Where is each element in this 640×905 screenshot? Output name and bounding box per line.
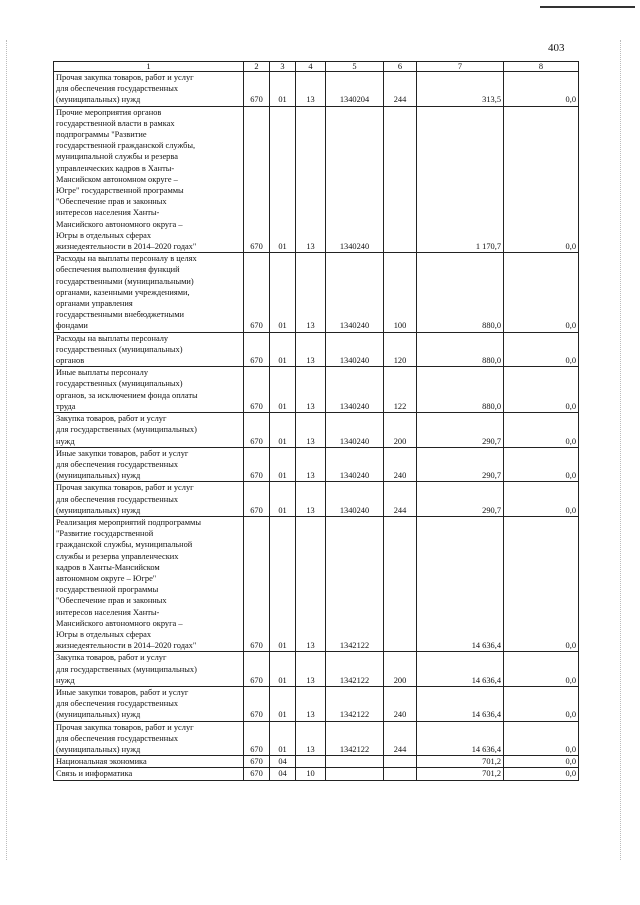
- code-cell: 670: [244, 413, 270, 448]
- target-item-cell: 1340240: [326, 447, 384, 482]
- amount-cell: 14 636,4: [417, 652, 504, 687]
- target-item-cell: 1340240: [326, 367, 384, 413]
- target-item-cell: 1342122: [326, 686, 384, 721]
- expense-type-cell: 100: [384, 253, 417, 332]
- code-cell: 670: [244, 72, 270, 107]
- subsection-cell: 13: [296, 253, 326, 332]
- expense-type-cell: [384, 106, 417, 253]
- amount-cell: 880,0: [417, 332, 504, 367]
- target-item-cell: 1340240: [326, 482, 384, 517]
- table-row: [54, 756, 579, 768]
- code-cell: 670: [244, 332, 270, 367]
- expense-type-cell: 244: [384, 72, 417, 107]
- amount-2-cell: 0,0: [504, 106, 579, 253]
- code-cell: 670: [244, 756, 270, 768]
- row-name-cell: Прочая закупка товаров, работ и услуг для обеспечения государственных (муниципальных) нужд: [54, 721, 244, 756]
- table-row: [54, 332, 579, 367]
- subsection-cell: 10: [296, 768, 326, 780]
- row-name-cell: Национальная экономика: [54, 756, 244, 768]
- amount-cell: 290,7: [417, 447, 504, 482]
- amount-2-cell: 0,0: [504, 72, 579, 107]
- column-header: 3: [270, 62, 296, 72]
- column-header: 6: [384, 62, 417, 72]
- expense-type-cell: [384, 516, 417, 651]
- section-cell: 01: [270, 72, 296, 107]
- subsection-cell: 13: [296, 106, 326, 253]
- section-cell: 01: [270, 447, 296, 482]
- amount-2-cell: 0,0: [504, 413, 579, 448]
- amount-cell: 701,2: [417, 756, 504, 768]
- amount-2-cell: 0,0: [504, 253, 579, 332]
- code-cell: 670: [244, 367, 270, 413]
- subsection-cell: 13: [296, 447, 326, 482]
- right-margin-marks: [620, 40, 621, 860]
- section-cell: 01: [270, 413, 296, 448]
- column-header: 2: [244, 62, 270, 72]
- subsection-cell: 13: [296, 367, 326, 413]
- row-name-cell: Расходы на выплаты персоналу государственных (муниципальных) органов: [54, 332, 244, 367]
- expense-type-cell: 200: [384, 413, 417, 448]
- code-cell: 670: [244, 447, 270, 482]
- amount-cell: 14 636,4: [417, 516, 504, 651]
- row-name-cell: Реализация мероприятий подпрограммы "Развитие государственной гражданской службы, муниципальной службы и резерва управленческих кадров в Ханты-Мансийском автономном округе – Югре" государственной программы "Обеспечение прав и законных интересов населения Ханты- Мансийского автономного округа – Югры в отдельных сферах жизнедеятельности в 2014–2020 годах": [54, 516, 244, 651]
- expense-type-cell: [384, 756, 417, 768]
- subsection-cell: 13: [296, 652, 326, 687]
- section-cell: 01: [270, 106, 296, 253]
- amount-2-cell: 0,0: [504, 768, 579, 780]
- expense-type-cell: 120: [384, 332, 417, 367]
- table-row: [54, 482, 579, 517]
- row-name-cell: Закупка товаров, работ и услуг для государственных (муниципальных) нужд: [54, 413, 244, 448]
- table-row: [54, 367, 579, 413]
- section-cell: 04: [270, 756, 296, 768]
- page-number: 403: [548, 42, 565, 54]
- table-row: [54, 652, 579, 687]
- expense-type-cell: [384, 768, 417, 780]
- column-header: 8: [504, 62, 579, 72]
- code-cell: 670: [244, 686, 270, 721]
- budget-table: [53, 61, 579, 781]
- column-header: 7: [417, 62, 504, 72]
- section-cell: 01: [270, 721, 296, 756]
- table-row: [54, 516, 579, 651]
- subsection-cell: 13: [296, 332, 326, 367]
- expense-type-cell: 244: [384, 482, 417, 517]
- row-name-cell: Расходы на выплаты персоналу в целях обеспечения выполнения функций государственными (муниципальными) органами, казенными учреждениями, органами управления государственными внебюджетными фондами: [54, 253, 244, 332]
- amount-cell: 701,2: [417, 768, 504, 780]
- subsection-cell: 13: [296, 72, 326, 107]
- target-item-cell: 1340204: [326, 72, 384, 107]
- code-cell: 670: [244, 253, 270, 332]
- section-cell: 04: [270, 768, 296, 780]
- row-name-cell: Прочая закупка товаров, работ и услуг для обеспечения государственных (муниципальных) нужд: [54, 72, 244, 107]
- section-cell: 01: [270, 516, 296, 651]
- subsection-cell: 13: [296, 482, 326, 517]
- table-row: [54, 253, 579, 332]
- row-name-cell: Иные закупки товаров, работ и услуг для обеспечения государственных (муниципальных) нужд: [54, 686, 244, 721]
- amount-2-cell: 0,0: [504, 652, 579, 687]
- target-item-cell: [326, 768, 384, 780]
- code-cell: 670: [244, 106, 270, 253]
- expense-type-cell: 122: [384, 367, 417, 413]
- code-cell: 670: [244, 516, 270, 651]
- column-header: 5: [326, 62, 384, 72]
- section-cell: 01: [270, 332, 296, 367]
- amount-cell: 14 636,4: [417, 686, 504, 721]
- amount-2-cell: 0,0: [504, 756, 579, 768]
- target-item-cell: 1342122: [326, 652, 384, 687]
- section-cell: 01: [270, 253, 296, 332]
- row-name-cell: Иные выплаты персоналу государственных (муниципальных) органов, за исключением фонда оплаты труда: [54, 367, 244, 413]
- section-cell: 01: [270, 482, 296, 517]
- row-name-cell: Прочие мероприятия органов государственной власти в рамках подпрограммы "Развитие государственной гражданской службы, муниципальной службы и резерва управленческих кадров в Ханты- Мансийском автономном округе – Югре" государственной программы "Обеспечение прав и законных интересов населения Ханты- Мансийского автономного округа – Югры в отдельных сферах жизнедеятельности в 2014–2020 годах": [54, 106, 244, 253]
- section-cell: 01: [270, 652, 296, 687]
- amount-2-cell: 0,0: [504, 367, 579, 413]
- amount-cell: 290,7: [417, 482, 504, 517]
- row-name-cell: Связь и информатика: [54, 768, 244, 780]
- amount-2-cell: 0,0: [504, 721, 579, 756]
- amount-2-cell: 0,0: [504, 332, 579, 367]
- table-row: [54, 721, 579, 756]
- amount-cell: 1 170,7: [417, 106, 504, 253]
- target-item-cell: 1340240: [326, 332, 384, 367]
- expense-type-cell: 240: [384, 686, 417, 721]
- subsection-cell: 13: [296, 721, 326, 756]
- row-name-cell: Иные закупки товаров, работ и услуг для обеспечения государственных (муниципальных) нужд: [54, 447, 244, 482]
- amount-cell: 290,7: [417, 413, 504, 448]
- table-header-row: [54, 62, 579, 72]
- table-row: [54, 768, 579, 780]
- row-name-cell: Прочая закупка товаров, работ и услуг для обеспечения государственных (муниципальных) нужд: [54, 482, 244, 517]
- expense-type-cell: 244: [384, 721, 417, 756]
- target-item-cell: [326, 756, 384, 768]
- code-cell: 670: [244, 721, 270, 756]
- target-item-cell: 1340240: [326, 106, 384, 253]
- top-edge-rule: [540, 6, 635, 8]
- subsection-cell: [296, 756, 326, 768]
- amount-2-cell: 0,0: [504, 447, 579, 482]
- expense-type-cell: 240: [384, 447, 417, 482]
- target-item-cell: 1340240: [326, 253, 384, 332]
- amount-cell: 14 636,4: [417, 721, 504, 756]
- amount-cell: 880,0: [417, 253, 504, 332]
- subsection-cell: 13: [296, 686, 326, 721]
- table-row: [54, 106, 579, 253]
- amount-2-cell: 0,0: [504, 482, 579, 517]
- row-name-cell: Закупка товаров, работ и услуг для государственных (муниципальных) нужд: [54, 652, 244, 687]
- amount-2-cell: 0,0: [504, 516, 579, 651]
- amount-cell: 313,5: [417, 72, 504, 107]
- table-row: [54, 413, 579, 448]
- section-cell: 01: [270, 367, 296, 413]
- table-row: [54, 72, 579, 107]
- expense-type-cell: 200: [384, 652, 417, 687]
- subsection-cell: 13: [296, 413, 326, 448]
- code-cell: 670: [244, 482, 270, 517]
- column-header: 4: [296, 62, 326, 72]
- target-item-cell: 1342122: [326, 721, 384, 756]
- target-item-cell: 1340240: [326, 413, 384, 448]
- code-cell: 670: [244, 768, 270, 780]
- table-row: [54, 686, 579, 721]
- subsection-cell: 13: [296, 516, 326, 651]
- left-margin-marks: [6, 40, 7, 860]
- column-header: 1: [54, 62, 244, 72]
- target-item-cell: 1342122: [326, 516, 384, 651]
- amount-2-cell: 0,0: [504, 686, 579, 721]
- amount-cell: 880,0: [417, 367, 504, 413]
- table-row: [54, 447, 579, 482]
- section-cell: 01: [270, 686, 296, 721]
- code-cell: 670: [244, 652, 270, 687]
